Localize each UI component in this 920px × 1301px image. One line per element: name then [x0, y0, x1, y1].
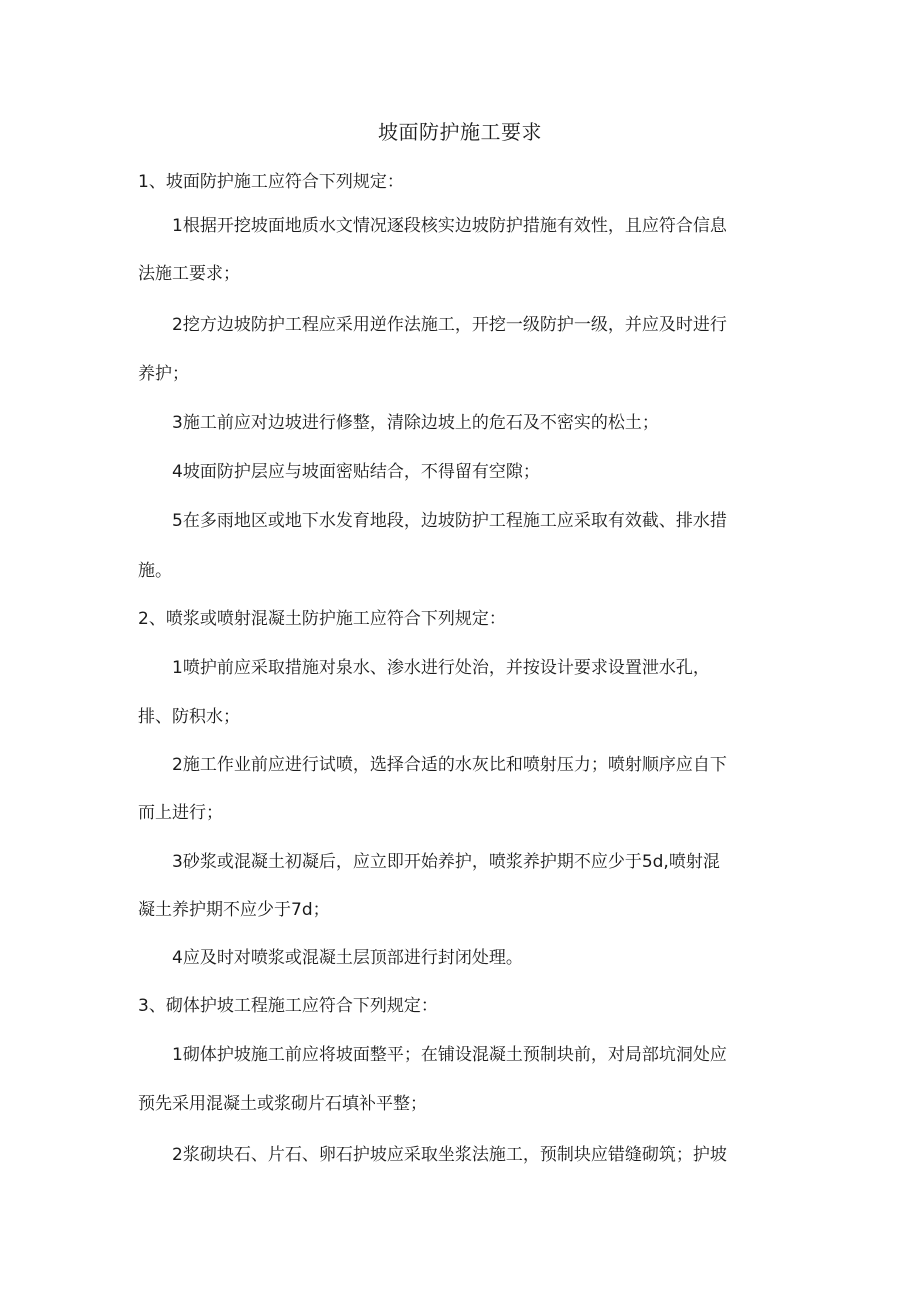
document-title: 坡面防护施工要求 — [378, 120, 542, 144]
paragraph-line: 3砂浆或混凝土初凝后，应立即开始养护，喷浆养护期不应少于5d,喷射混 — [172, 852, 720, 872]
paragraph-line: 1根据开挖坡面地质水文情况逐段核实边坡防护措施有效性，且应符合信息 — [172, 216, 727, 236]
paragraph-line: 5在多雨地区或地下水发育地段，边坡防护工程施工应采取有效截、排水措 — [172, 511, 727, 531]
paragraph-line: 排、防积水； — [138, 707, 240, 727]
paragraph-line: 4应及时对喷浆或混凝土层顶部进行封闭处理。 — [172, 948, 523, 968]
paragraph-line: 2施工作业前应进行试喷，选择合适的水灰比和喷射压力；喷射顺序应自下 — [172, 755, 727, 775]
paragraph-line: 1喷护前应采取措施对泉水、渗水进行处治，并按设计要求设置泄水孔， — [172, 658, 710, 678]
paragraph-line: 2浆砌块石、片石、卵石护坡应采取坐浆法施工，预制块应错缝砌筑；护坡 — [172, 1145, 727, 1165]
paragraph-line: 养护； — [138, 364, 189, 384]
paragraph-line: 施。 — [138, 561, 172, 581]
section-heading: 1、坡面防护施工应符合下列规定： — [138, 172, 404, 192]
paragraph-line: 3施工前应对边坡进行修整，清除边坡上的危石及不密实的松土； — [172, 413, 659, 433]
paragraph-line: 而上进行； — [138, 803, 223, 823]
paragraph-line: 预先采用混凝土或浆砌片石填补平整； — [138, 1094, 427, 1114]
paragraph-line: 1砌体护坡施工前应将坡面整平；在铺设混凝土预制块前，对局部坑洞处应 — [172, 1045, 727, 1065]
section-heading: 3、砌体护坡工程施工应符合下列规定： — [138, 996, 438, 1016]
paragraph-line: 凝土养护期不应少于7d； — [138, 900, 330, 920]
paragraph-line: 2挖方边坡防护工程应采用逆作法施工，开挖一级防护一级，并应及时进行 — [172, 315, 727, 335]
section-heading: 2、喷浆或喷射混凝土防护施工应符合下列规定： — [138, 609, 506, 629]
paragraph-line: 法施工要求； — [138, 264, 240, 284]
paragraph-line: 4坡面防护层应与坡面密贴结合，不得留有空隙； — [172, 462, 540, 482]
